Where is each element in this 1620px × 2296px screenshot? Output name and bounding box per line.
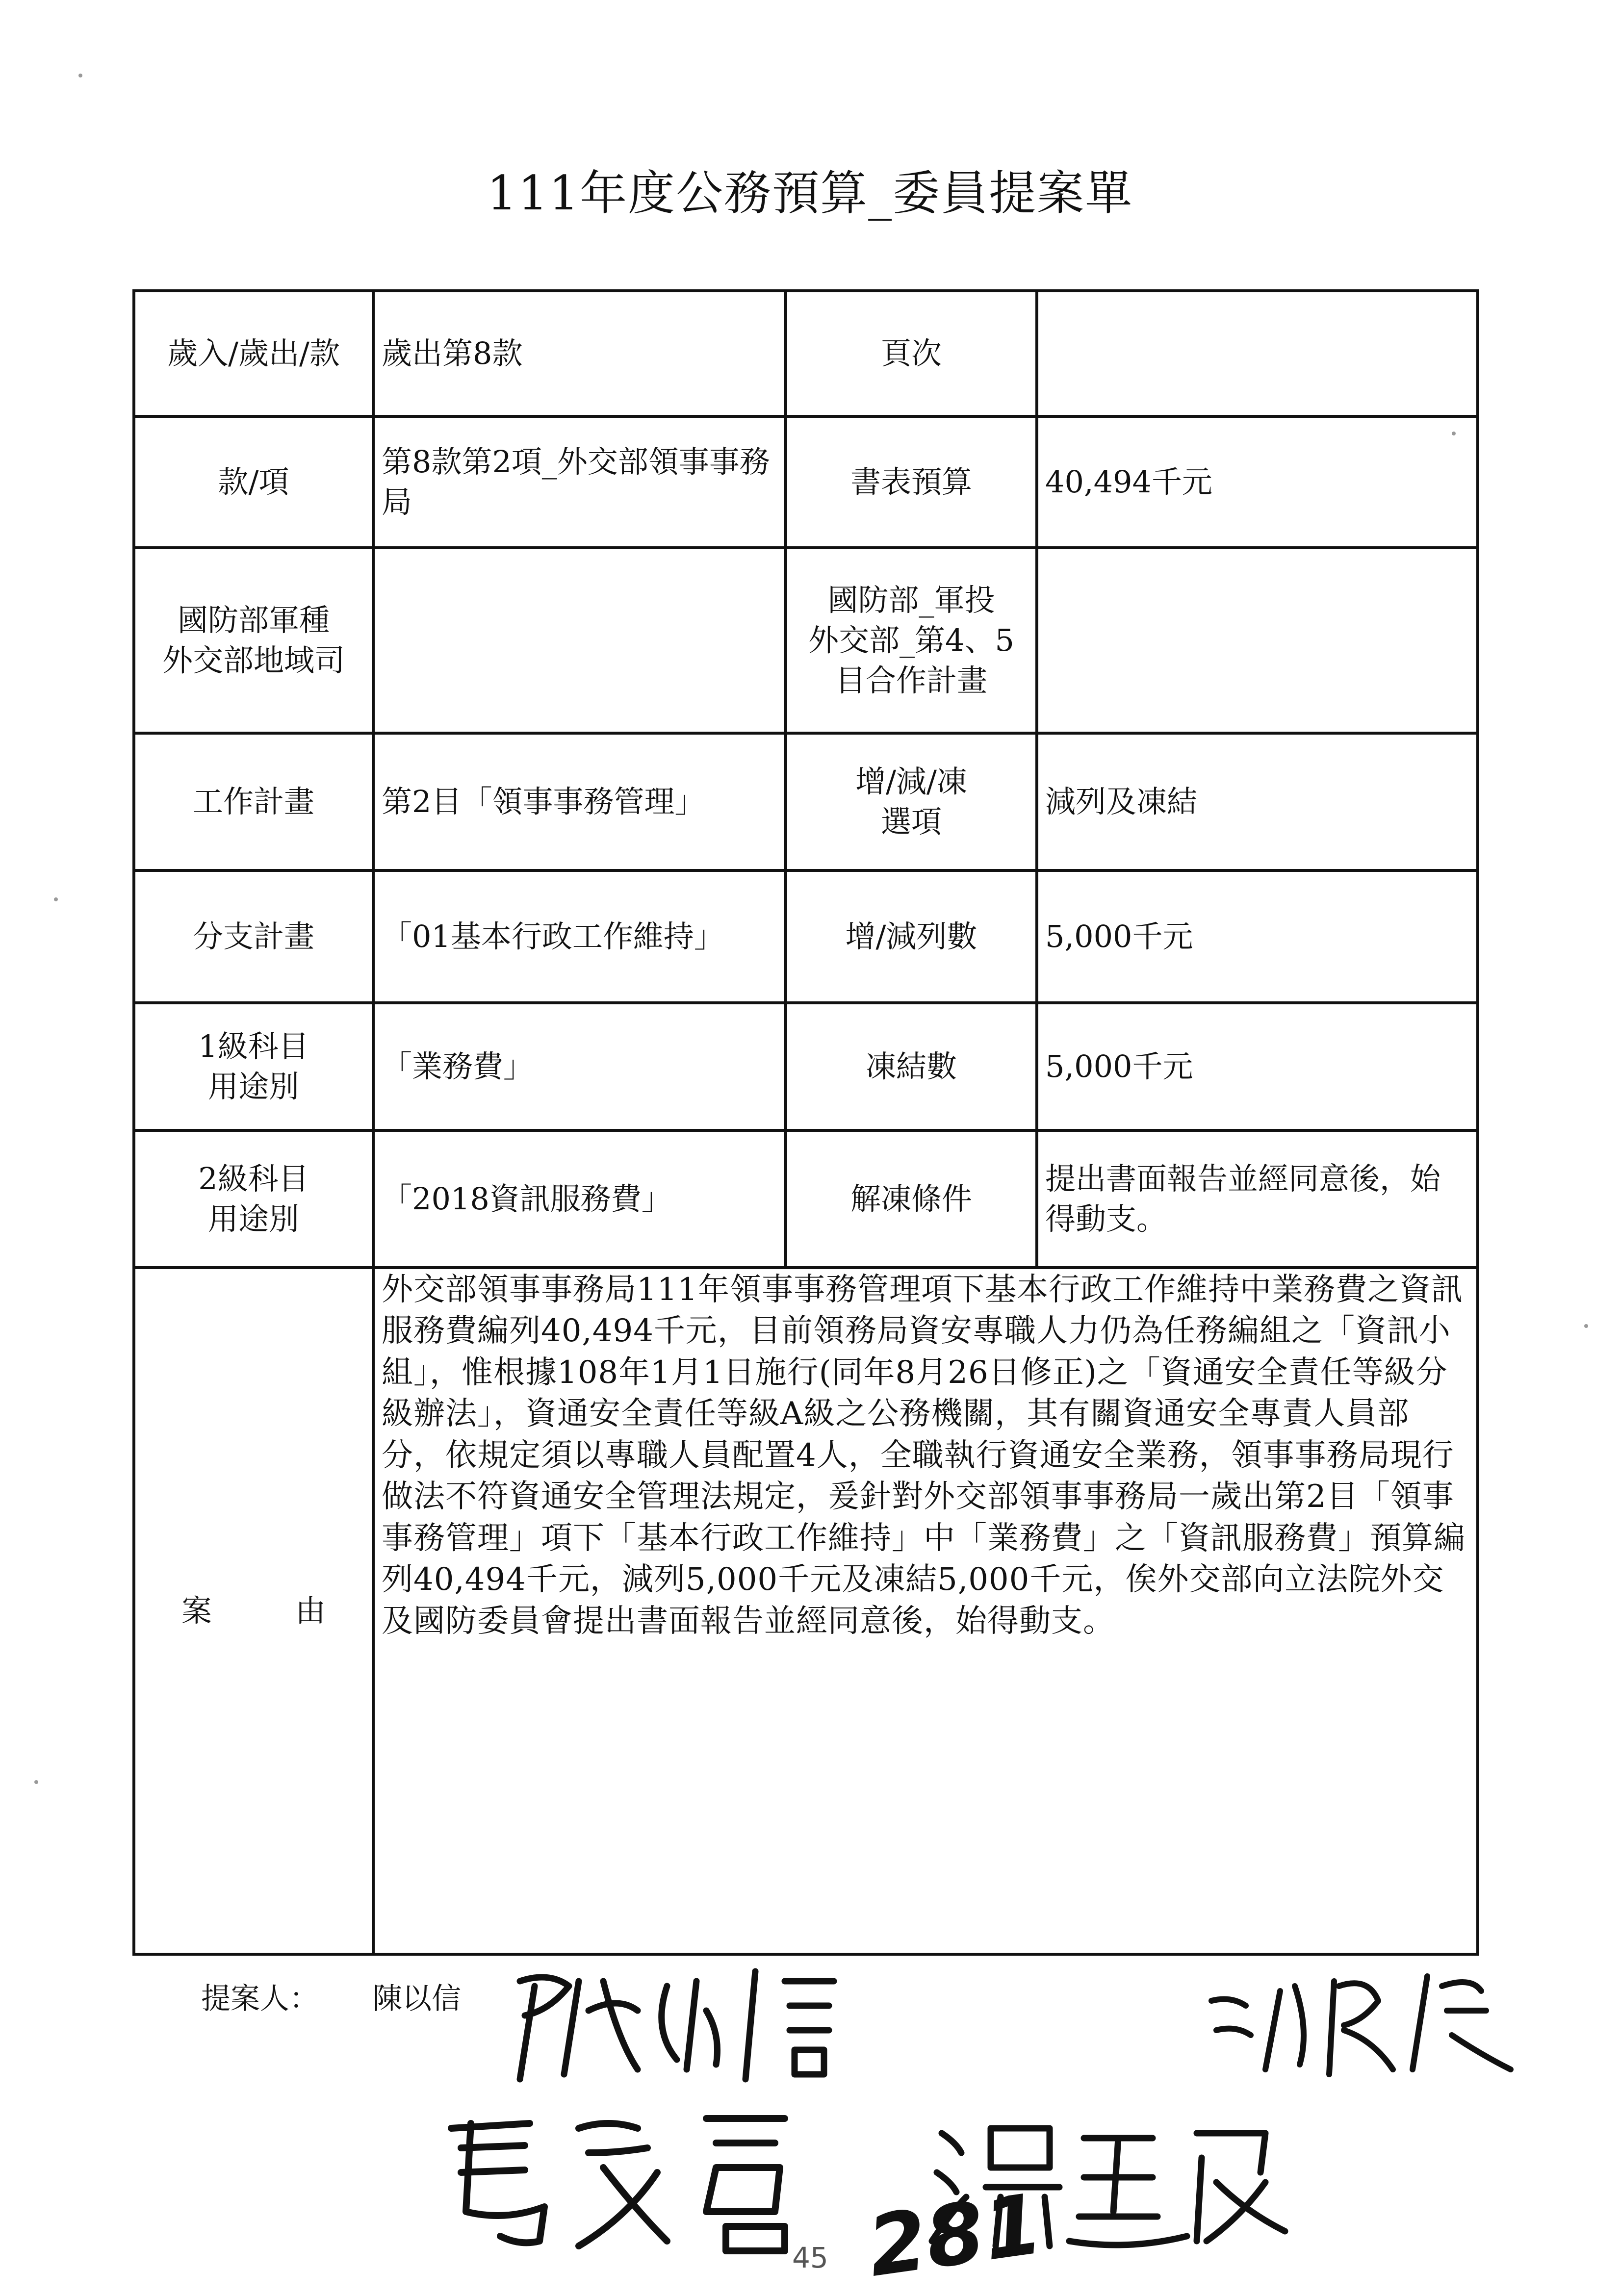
- label-section-item: 款/項: [134, 416, 373, 548]
- label-branch-plan: 分支計畫: [134, 870, 373, 1003]
- value-level2-subject: 「2018資訊服務費」: [373, 1130, 786, 1268]
- value-level1-subject: 「業務費」: [373, 1003, 786, 1130]
- scan-speck: [1452, 432, 1456, 435]
- value-work-plan: 第2目「領事事務管理」: [373, 733, 786, 870]
- label-reason: [134, 1268, 373, 1954]
- row-section-item: [134, 416, 1478, 548]
- proposer-label: 提案人：: [201, 1982, 319, 2016]
- label-military-branch: 國防部軍種 外交部地域司: [134, 548, 373, 733]
- page-number: 45: [792, 2241, 828, 2274]
- value-reason: 外交部領事事務局111年領事事務管理項下基本行政工作維持中業務費之資訊服務費編列40,494千元，目前領務局資安專職人力仍為任務編組之「資訊小組」，惟根據108年1月1日施行(同年8月26日修正)之「資通安全責任等級分級辦法」，資通安全責任等級A級之公務機關，其有關資通安全專責人員部分，依規定須以專職人員配置4人，全職執行資通安全業務，領事事務局現行做法不符資通安全管理法規定，爰針對外交部領事事務局一歲出第2目「領事事務管理」項下「基本行政工作維持」中「業務費」之「資訊服務費」預算編列40,494千元，減列5,000千元及凍結5,000千元，俟外交部向立法院外交及國防委員會提出書面報告並經同意後，始得動支。: [373, 1268, 1478, 1954]
- proposer-name: 陳以信: [373, 1982, 461, 2016]
- row-reason: [134, 1268, 1478, 1954]
- value-adjust-amount: 5,000千元: [1037, 870, 1478, 1003]
- label-work-plan: 工作計畫: [134, 733, 373, 870]
- value-branch-plan: 「01基本行政工作維持」: [373, 870, 786, 1003]
- label-unfreeze-condition: 解凍條件: [786, 1130, 1037, 1268]
- row-military-branch: [134, 548, 1478, 733]
- label-reason-b: 由: [295, 1593, 326, 1629]
- label-adjust-amount: 增/減列數: [786, 870, 1037, 1003]
- label-statement-budget: 書表預算: [786, 416, 1037, 548]
- proposal-form-table: [132, 289, 1479, 1956]
- value-military-branch: [373, 548, 786, 733]
- label-cooperation-plan: 國防部_軍投 外交部_第4、5 目合作計畫: [786, 548, 1037, 733]
- scan-speck: [1584, 1324, 1588, 1328]
- label-reason-a: 案: [181, 1593, 212, 1629]
- signature-top-right: [1197, 1957, 1540, 2084]
- row-branch-plan: [134, 870, 1478, 1003]
- value-section-item: 第8款第2項_外交部領事事務局: [373, 416, 786, 548]
- stamp-number: 281: [862, 2175, 1048, 2296]
- value-cooperation-plan: [1037, 548, 1478, 733]
- row-level2-subject: [134, 1130, 1478, 1268]
- value-unfreeze-condition: 提出書面報告並經同意後，始得動支。: [1037, 1130, 1478, 1268]
- label-adjust-option: 增/減/凍 選項: [786, 733, 1037, 870]
- scan-speck: [34, 1780, 38, 1784]
- label-budget-category: 歲入/歲出/款: [134, 291, 373, 416]
- label-level2-subject: 2級科目 用途別: [134, 1130, 373, 1268]
- signature-chen: [490, 1952, 873, 2099]
- value-frozen-amount: 5,000千元: [1037, 1003, 1478, 1130]
- label-level1-subject: 1級科目 用途別: [134, 1003, 373, 1130]
- row-level1-subject: [134, 1003, 1478, 1130]
- label-frozen-amount: 凍結數: [786, 1003, 1037, 1130]
- page-title: 111年度公務預算_委員提案單: [487, 166, 1133, 221]
- value-statement-budget: 40,494千元: [1037, 416, 1478, 548]
- value-adjust-option: 減列及凍結: [1037, 733, 1478, 870]
- signature-ma: [432, 2099, 849, 2261]
- label-page-ref: 頁次: [786, 291, 1037, 416]
- scan-speck: [54, 897, 58, 901]
- scan-speck: [78, 74, 82, 77]
- value-page-ref: [1037, 291, 1478, 416]
- row-work-plan: [134, 733, 1478, 870]
- row-budget-category: [134, 291, 1478, 416]
- value-budget-category: 歲出第8款: [373, 291, 786, 416]
